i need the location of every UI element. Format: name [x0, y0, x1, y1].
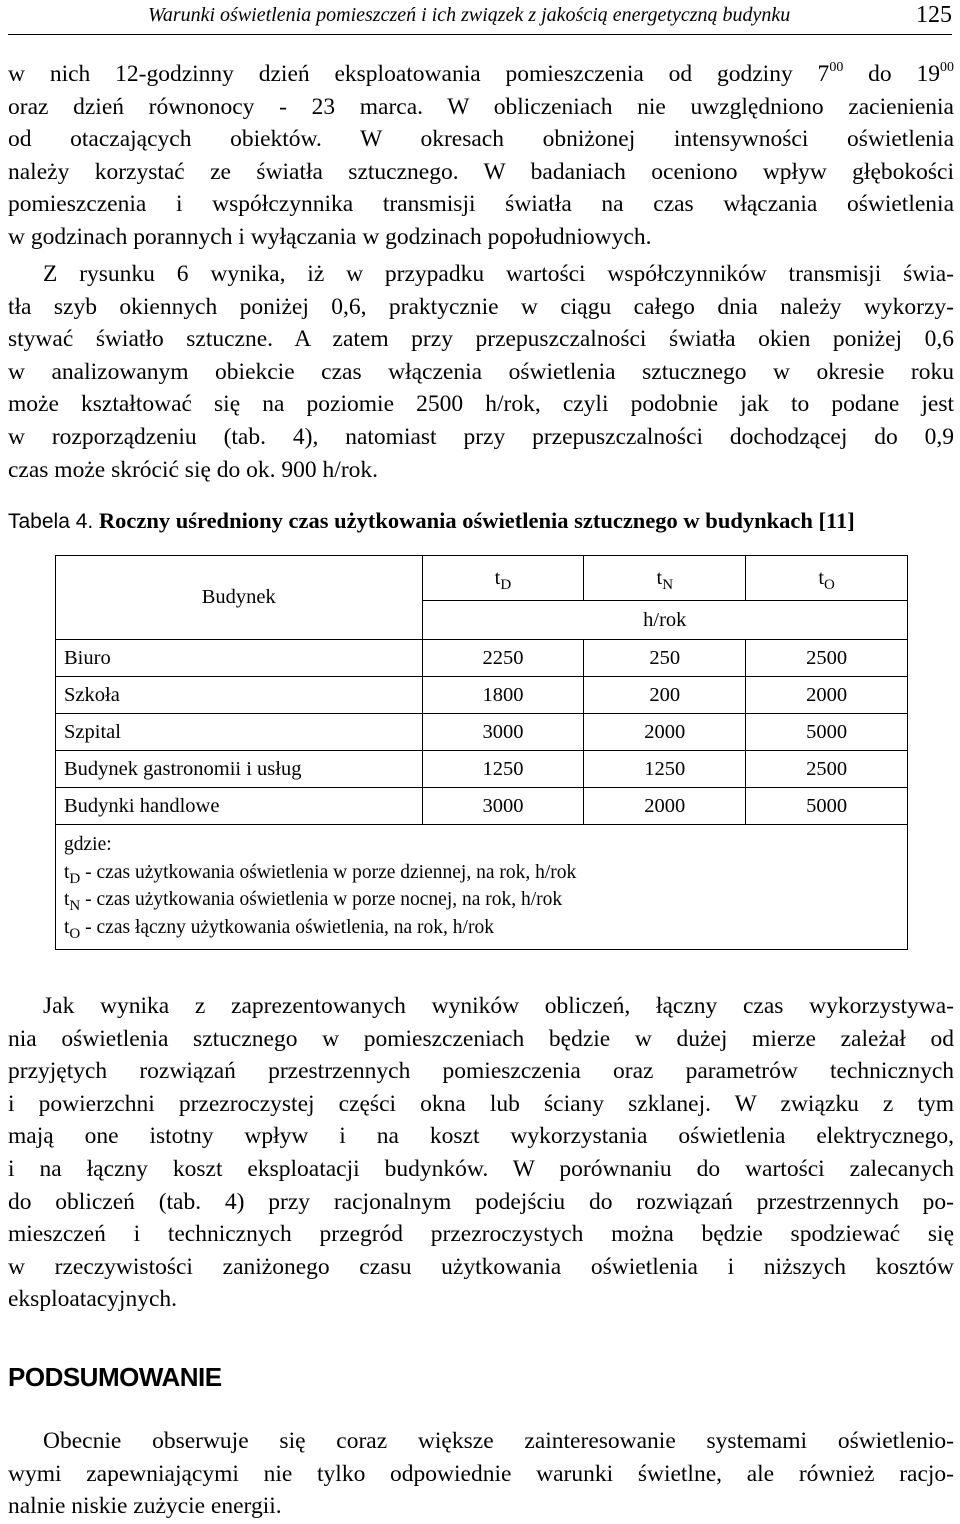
note-item: $t_O$ - czas łączny użytkowania oświetlenia, na rok, h/rok [64, 916, 494, 942]
table-caption [8, 508, 958, 534]
cell-t-n: 250 [584, 640, 746, 677]
section-heading: PODSUMOWANIE [8, 1362, 222, 1392]
text-line: Z rysunku 6 wynika, iż w przypadku wartości współczynników transmisji świa- [43, 261, 954, 287]
text-line: mają one istotny wpływ i na koszt wykorzystania oświetlenia elektrycznego, [8, 1123, 954, 1150]
table-notes [56, 825, 908, 950]
header-t-o: $t_O$ [746, 556, 908, 601]
text-line: nia oświetlenia sztucznego w pomieszczeniach będzie w dużej mierze zależał od [8, 1025, 954, 1052]
discussion-paragraph [8, 990, 954, 1316]
text-line: należy korzystać ze światła sztucznego. W badaniach oceniono wpływ głębokości [8, 158, 954, 185]
text-line: czas może skrócić się do ok. 900 h/rok. [8, 456, 379, 483]
lighting-time-table [55, 555, 908, 950]
summary-paragraph [8, 1425, 954, 1523]
text-line: Jak wynika z zaprezentowanych wyników obliczeń, łączny czas wykorzystywa- [43, 993, 954, 1019]
text-line: mieszczeń i technicznych przegród przezroczystych można będzie spodziewać się [8, 1221, 954, 1248]
text-line: Obecnie obserwuje się coraz większe zainteresowanie systemami oświetlenio- [43, 1428, 954, 1454]
notes-heading: gdzie: [64, 834, 112, 855]
table-title: Roczny uśredniony czas użytkowania oświetlenia sztucznego w budynkach [11] [98, 508, 855, 533]
text-line: i powierzchni przezroczystej części okna lub ściany szklanej. W związku z tym [8, 1090, 954, 1117]
row-label: Szpital [56, 714, 423, 751]
header-unit: h/rok [422, 601, 907, 640]
text-line: w godzinach porannych i wyłączania w godzinach popołudniowych. [8, 223, 652, 250]
note-item: $t_N$ - czas użytkowania oświetlenia w porze nocnej, na rok, h/rok [64, 889, 563, 914]
cell-t-n: 1250 [584, 751, 746, 788]
intro-paragraph [8, 58, 954, 254]
text-line: od otaczających obiektów. W okresach obniżonej intensywności oświetlenia [8, 126, 954, 153]
cell-t-n: 200 [584, 677, 746, 714]
header-t-n: $t_N$ [584, 556, 746, 601]
cell-t-o: 2500 [746, 751, 908, 788]
header-title: Warunki oświetlenia pomieszczeń i ich związek z jakością energetyczną budynku [148, 4, 791, 26]
header-building: Budynek [56, 556, 423, 640]
table-row [56, 677, 908, 714]
text-line: w rozporządzeniu (tab. 4), natomiast przy przepuszczalności dochodzącej do 0,9 [8, 423, 954, 450]
text-line: w analizowanym obiekcie czas włączenia oświetlenia sztucznego w okresie roku [8, 358, 954, 385]
cell-t-d: 3000 [422, 788, 584, 825]
table-row [56, 751, 908, 788]
text-line: przyjętych rozwiązań przestrzennych pomieszczenia oraz parametrów technicznych [8, 1058, 954, 1085]
cell-t-d: 1800 [422, 677, 584, 714]
table-label: Tabela 4. [8, 510, 94, 533]
text-line: eksploatacyjnych. [8, 1286, 178, 1313]
cell-t-d: 2250 [422, 640, 584, 677]
text-line: pomieszczenia i współczynnika transmisji światła na czas włączania oświetlenia [8, 191, 954, 218]
row-label: Budynki handlowe [56, 788, 423, 825]
row-label: Szkoła [56, 677, 423, 714]
text-line: wymi zapewniającymi nie tylko odpowiednie warunki świetlne, ale również racjo- [8, 1460, 954, 1487]
table-row [56, 640, 908, 677]
cell-t-o: 2500 [746, 640, 908, 677]
cell-t-o: 2000 [746, 677, 908, 714]
cell-t-d: 1250 [422, 751, 584, 788]
cell-t-o: 5000 [746, 788, 908, 825]
text-line: do obliczeń (tab. 4) przy racjonalnym podejściu do rozwiązań przestrzennych po- [8, 1188, 954, 1215]
text-line: może kształtować się na poziomie 2500 h/rok, czyli podobnie jak to podane jest [8, 391, 954, 418]
running-header [8, 2, 952, 35]
results-paragraph [8, 258, 954, 486]
text-line: i na łączny koszt eksploatacji budynków. W porównaniu do wartości zalecanych [8, 1155, 954, 1182]
note-item: $t_D$ - czas użytkowania oświetlenia w porze dziennej, na rok, h/rok [64, 861, 577, 887]
page-number: 125 [916, 2, 952, 28]
row-label: Budynek gastronomii i usług [56, 751, 423, 788]
cell-t-o: 5000 [746, 714, 908, 751]
cell-t-n: 2000 [584, 788, 746, 825]
text-line: nalnie niskie zużycie energii. [8, 1493, 282, 1520]
cell-t-d: 3000 [422, 714, 584, 751]
cell-t-n: 2000 [584, 714, 746, 751]
text-line: w rzeczywistości zaniżonego czasu użytkowania oświetlenia i niższych kosztów [8, 1253, 954, 1280]
text-line: stywać światło sztuczne. A zatem przy przepuszczalności światła okien poniżej 0,6 [8, 326, 954, 353]
table-row [56, 788, 908, 825]
text-line: tła szyb okiennych poniżej 0,6, praktycznie w ciągu całego dnia należy wykorzy- [8, 293, 954, 320]
text-line: w nich 12-godzinny dzień eksploatowania pomieszczenia od godziny $7^{00}$ do $19^{00}$ [8, 60, 954, 87]
table-row [56, 714, 908, 751]
row-label: Biuro [56, 640, 423, 677]
header-t-d: $t_D$ [422, 556, 584, 601]
text-line: oraz dzień równonocy - 23 marca. W obliczeniach nie uwzględniono zacienienia [8, 93, 954, 120]
